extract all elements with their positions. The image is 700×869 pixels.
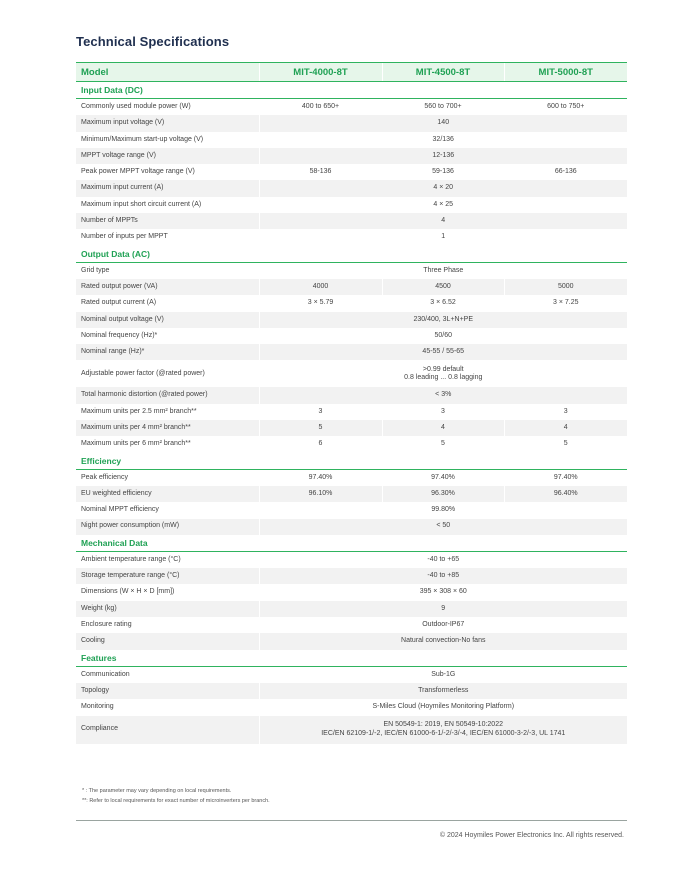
footer-divider	[76, 820, 627, 821]
row-value-all-models: S-Miles Cloud (Hoymiles Monitoring Platform)	[259, 699, 627, 715]
row-label: Enclosure rating	[81, 620, 132, 628]
row-value-all-models: Transformerless	[259, 683, 627, 699]
model-header-mit-4500: MIT-4500-8T	[382, 63, 504, 82]
row-value-model-1: 6	[259, 436, 382, 452]
row-label: Maximum input voltage (V)	[76, 115, 259, 131]
row-label: Nominal frequency (Hz)*	[81, 331, 158, 339]
row-label: Maximum input short circuit current (A)	[81, 200, 202, 208]
row-value-all-models: 140	[259, 115, 627, 131]
model-header-mit-5000: MIT-5000-8T	[504, 63, 627, 82]
row-label: Rated output current (A)	[81, 299, 157, 307]
table-row	[76, 486, 627, 502]
row-label: Cooling	[76, 633, 259, 649]
row-label: Maximum units per 6 mm² branch**	[81, 440, 191, 448]
row-value-model-1: 97.40%	[259, 469, 382, 486]
row-label: Weight (kg)	[76, 601, 259, 617]
row-value-all-models: 99.80%	[259, 502, 627, 518]
row-value-all-models: 4 × 20	[259, 180, 627, 196]
row-value-all-models: 50/60	[259, 328, 627, 344]
row-value-model-2: 560 to 700+	[382, 99, 504, 116]
section-header-input-data-dc	[76, 82, 627, 99]
row-label: Nominal output voltage (V)	[76, 312, 259, 328]
row-value-model-1: 4000	[259, 279, 382, 295]
section-header-efficiency	[76, 453, 627, 470]
row-value-model-3: 96.40%	[504, 486, 627, 502]
row-value-model-2: 96.30%	[382, 486, 504, 502]
row-label: Rated output power (VA)	[76, 279, 259, 295]
table-row	[76, 420, 627, 436]
table-row	[76, 344, 627, 360]
row-value-all-models: -40 to +85	[259, 568, 627, 584]
table-row	[76, 148, 627, 164]
row-value-model-1: 400 to 650+	[259, 99, 382, 116]
row-value-model-2: 4500	[382, 279, 504, 295]
table-row	[76, 699, 627, 715]
table-row	[76, 666, 627, 683]
row-label: Number of inputs per MPPT	[81, 233, 168, 241]
row-value-all-models: Sub-1G	[259, 666, 627, 683]
row-value-all-models: -40 to +65	[259, 551, 627, 568]
row-label: Commonly used module power (W)	[81, 102, 191, 110]
table-row	[76, 328, 627, 344]
table-row	[76, 279, 627, 295]
row-label: EU weighted efficiency	[76, 486, 259, 502]
row-label: Minimum/Maximum start-up voltage (V)	[81, 135, 204, 143]
table-row	[76, 551, 627, 568]
table-row	[76, 213, 627, 229]
footnote: **: Refer to local requirements for exact number of microinverters per branch.	[82, 798, 270, 804]
row-value-model-1: 96.10%	[259, 486, 382, 502]
row-label: Maximum units per 2.5 mm² branch**	[81, 407, 197, 415]
section-header-features	[76, 650, 627, 667]
row-value-model-2: 3 × 6.52	[382, 295, 504, 311]
row-value-all-models: 1	[259, 229, 627, 245]
table-row	[76, 312, 627, 328]
copyright-footer: © 2024 Hoymiles Power Electronics Inc. All rights reserved.	[439, 832, 624, 839]
footnote: * : The parameter may vary depending on local requirements.	[82, 788, 232, 794]
table-row	[76, 115, 627, 131]
row-value-all-models: < 50	[259, 519, 627, 535]
row-value-model-3: 3	[504, 404, 627, 420]
row-value-model-3: 600 to 750+	[504, 99, 627, 116]
table-row	[76, 197, 627, 213]
table-row	[76, 568, 627, 584]
row-value-model-3: 5000	[504, 279, 627, 295]
row-label: Maximum input current (A)	[76, 180, 259, 196]
row-value-model-1: 5	[259, 420, 382, 436]
row-value-all-models: 9	[259, 601, 627, 617]
row-label: Topology	[76, 683, 259, 699]
row-label: Peak efficiency	[81, 473, 128, 481]
table-row	[76, 387, 627, 403]
row-value-model-2: 59-136	[382, 164, 504, 180]
table-row	[76, 519, 627, 535]
table-row	[76, 164, 627, 180]
row-value-all-models: 32/136	[259, 132, 627, 148]
row-value-all-models: 4 × 25	[259, 197, 627, 213]
table-row	[76, 683, 627, 699]
table-row	[76, 262, 627, 279]
row-value-all-models: 230/400, 3L+N+PE	[259, 312, 627, 328]
specifications-table	[76, 62, 627, 744]
row-value-model-2: 3	[382, 404, 504, 420]
row-value-model-1: 3 × 5.79	[259, 295, 382, 311]
section-header-output-data-ac	[76, 246, 627, 263]
row-value-all-models: Natural convection-No fans	[259, 633, 627, 649]
row-value-all-models: EN 50549-1: 2019, EN 50549-10:2022 IEC/EN 62109-1/-2, IEC/EN 61000-6-1/-2/-3/-4, IEC/EN 61000-3-2/-3, UL 1741	[259, 716, 627, 744]
row-label: Number of MPPTs	[76, 213, 259, 229]
table-row	[76, 584, 627, 600]
row-value-all-models: < 3%	[259, 387, 627, 403]
table-row	[76, 295, 627, 311]
row-label: Storage temperature range (°C)	[76, 568, 259, 584]
row-label: Total harmonic distortion (@rated power)	[76, 387, 259, 403]
row-value-model-3: 4	[504, 420, 627, 436]
row-label: Dimensions (W × H × D [mm])	[81, 588, 175, 596]
section-header-mechanical-data	[76, 535, 627, 552]
footnotes	[82, 786, 270, 806]
row-value-model-3: 5	[504, 436, 627, 452]
table-row	[76, 469, 627, 486]
row-label: Grid type	[81, 266, 110, 274]
section-title: Efficiency	[76, 453, 627, 470]
table-row	[76, 132, 627, 148]
model-column-header: Model	[76, 63, 259, 82]
row-label: Nominal range (Hz)*	[76, 344, 259, 360]
section-title: Input Data (DC)	[76, 82, 627, 99]
row-label: Adjustable power factor (@rated power)	[81, 369, 205, 377]
table-row	[76, 601, 627, 617]
row-value-model-3: 66-136	[504, 164, 627, 180]
row-value-all-models: >0.99 default 0.8 leading ... 0.8 lagging	[259, 360, 627, 387]
table-row	[76, 617, 627, 633]
row-value-all-models: 4	[259, 213, 627, 229]
table-row	[76, 633, 627, 649]
table-row	[76, 404, 627, 420]
row-value-all-models: Outdoor-IP67	[259, 617, 627, 633]
section-title: Features	[76, 650, 627, 667]
row-label: Maximum units per 4 mm² branch**	[76, 420, 259, 436]
row-value-model-2: 97.40%	[382, 469, 504, 486]
model-header-mit-4000: MIT-4000-8T	[259, 63, 382, 82]
row-value-model-2: 5	[382, 436, 504, 452]
row-value-all-models: 45-55 / 55-65	[259, 344, 627, 360]
table-row	[76, 99, 627, 116]
section-title: Output Data (AC)	[76, 246, 627, 263]
row-label: Ambient temperature range (°C)	[81, 555, 181, 563]
row-label: MPPT voltage range (V)	[76, 148, 259, 164]
row-label: Peak power MPPT voltage range (V)	[81, 168, 195, 176]
table-row	[76, 180, 627, 196]
row-value-all-models: 12-136	[259, 148, 627, 164]
row-value-model-2: 4	[382, 420, 504, 436]
row-label: Nominal MPPT efficiency	[81, 506, 159, 514]
row-value-model-1: 58-136	[259, 164, 382, 180]
row-value-all-models: Three Phase	[259, 262, 627, 279]
table-row	[76, 716, 627, 744]
table-row	[76, 229, 627, 245]
row-value-all-models: 395 × 308 × 60	[259, 584, 627, 600]
row-value-model-1: 3	[259, 404, 382, 420]
row-label: Night power consumption (mW)	[76, 519, 259, 535]
section-title: Mechanical Data	[76, 535, 627, 552]
table-header-row	[76, 63, 627, 82]
row-label: Compliance	[76, 716, 259, 744]
page-title: Technical Specifications	[76, 34, 230, 49]
row-value-model-3: 97.40%	[504, 469, 627, 486]
row-value-model-3: 3 × 7.25	[504, 295, 627, 311]
row-label: Monitoring	[81, 703, 114, 711]
table-row	[76, 502, 627, 518]
table-row	[76, 436, 627, 452]
table-row	[76, 360, 627, 387]
row-label: Communication	[81, 670, 130, 678]
